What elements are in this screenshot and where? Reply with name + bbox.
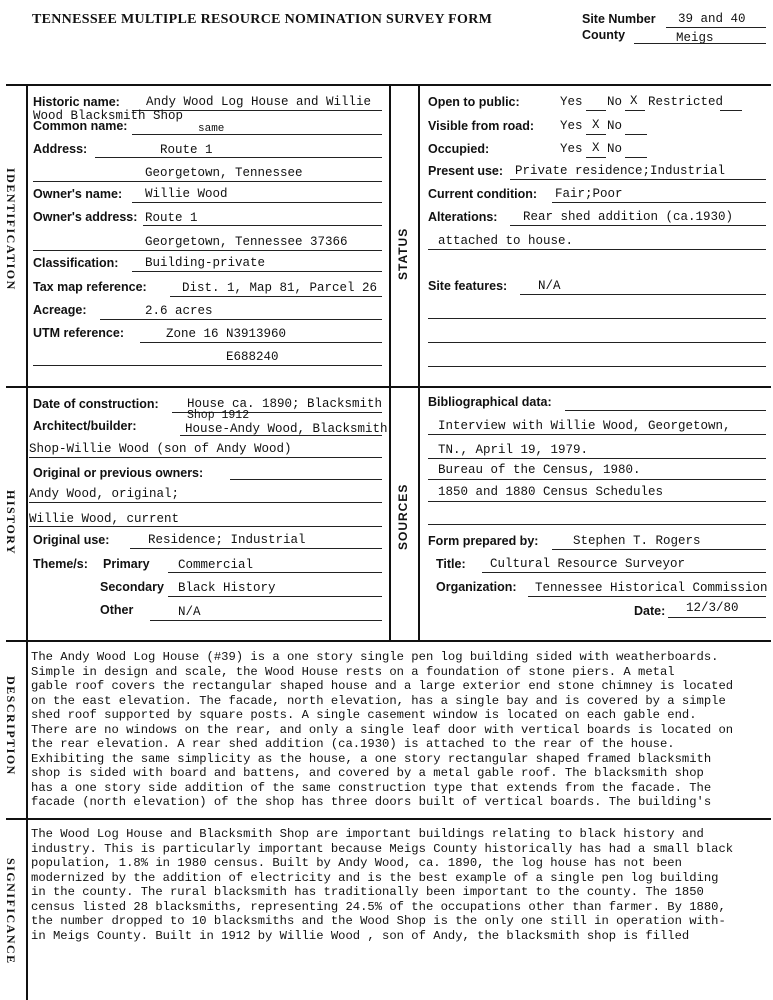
utm-label: UTM reference: [33, 326, 124, 340]
historic-name-value: Andy Wood Log House and Willie [146, 95, 372, 109]
alterations-value-1: Rear shed addition (ca.1930) [523, 210, 734, 224]
open-public-label: Open to public: [428, 95, 520, 109]
open-yes: Yes [560, 95, 583, 109]
status-side-label: STATUS [396, 227, 410, 280]
significance-line: modernized by the addition of electricity and is the best example of a single pen log building [31, 870, 719, 885]
description-side-label: DESCRIPTION [4, 676, 18, 776]
owner-name-value: Willie Wood [145, 187, 228, 201]
significance-line: population, 1.8% in 1980 census. Built by Andy Wood, ca. 1890, the log house has not been [31, 856, 682, 870]
address-label: Address: [33, 142, 88, 156]
original-use-label: Original use: [33, 533, 110, 547]
owner-address-line-1: Route 1 [145, 211, 198, 225]
bibliography-line-1: Interview with Willie Wood, Georgetown, [438, 419, 731, 433]
date-construction-value-2: Shop 1912 [187, 409, 250, 422]
utm-value-1: Zone 16 N3913960 [166, 327, 287, 341]
historic-name-value-2: Wood Blacksmith Shop [33, 109, 184, 123]
previous-owners-value-2: Willie Wood, current [29, 512, 180, 526]
bibliography-line-2: TN., April 19, 1979. [438, 443, 589, 457]
site-features-label: Site features: [428, 279, 508, 293]
classification-label: Classification: [33, 256, 119, 270]
organization-value: Tennessee Historical Commission [535, 581, 768, 595]
owner-name-label: Owner's name: [33, 187, 123, 201]
title-value: Cultural Resource Surveyor [490, 557, 686, 571]
organization-label: Organization: [436, 580, 517, 594]
identification-side-label: IDENTIFICATION [4, 168, 18, 291]
themes-label: Theme/s: [33, 557, 88, 571]
address-line-1: Route 1 [160, 143, 213, 157]
form-title: TENNESSEE MULTIPLE RESOURCE NOMINATION SURVEY FORM [32, 12, 493, 27]
description-line: the rear elevation. A rear shed addition (ca.1930) is attached to the rear of the house. [31, 737, 675, 751]
acreage-value: 2.6 acres [145, 304, 213, 318]
site-number-label: Site Number [582, 12, 656, 26]
primary-label: Primary [103, 557, 150, 571]
sources-side-label: SOURCES [396, 483, 410, 550]
secondary-label: Secondary [100, 580, 164, 594]
significance-line: in the county. The rural blacksmith has traditionally been important to the county. The 1850 [31, 885, 704, 899]
open-no: No [607, 95, 623, 109]
title-label: Title: [436, 557, 466, 571]
description-line: gable roof covers the rectangular shaped house and a large exterior end stone chimney is located [31, 679, 734, 693]
owner-address-line-2: Georgetown, Tennessee 37366 [145, 235, 348, 249]
significance-line: The Wood Log House and Blacksmith Shop are important buildings relating to black history and [31, 827, 704, 841]
county-label: County [582, 28, 626, 42]
acreage-label: Acreage: [33, 303, 87, 317]
description-line: has a one story side addition of the same construction type that extends from the facade. The [31, 780, 712, 795]
historic-name-label: Historic name: [33, 95, 120, 109]
prepared-by-value: Stephen T. Rogers [573, 534, 701, 548]
visible-road-label: Visible from road: [428, 119, 535, 133]
previous-owners-value-1: Andy Wood, original; [29, 487, 180, 501]
tax-map-label: Tax map reference: [33, 280, 147, 294]
open-restricted: Restricted [648, 95, 724, 109]
owner-address-label: Owner's address: [33, 210, 138, 224]
occupied-no: No [607, 142, 623, 156]
date-construction-label: Date of construction: [33, 397, 159, 411]
open-mark: X [630, 94, 638, 108]
alterations-label: Alterations: [428, 210, 498, 224]
significance-side-label: SIGNIFICANCE [4, 858, 18, 965]
description-line: Simple in design and scale, the Wood House rests on a foundation of stone piers. A metal [31, 664, 675, 679]
description-line: Exhibiting the same simplicity as the house, a one story rectangular shaped framed blacksmith [31, 751, 712, 766]
description-line: There are no windows on the rear, and only a single leaf door with vertical boards is located on [31, 722, 734, 737]
county-value: Meigs [676, 31, 714, 45]
other-label: Other [100, 603, 134, 617]
significance-line: the number dropped to 10 blacksmiths and the Wood Shop is the only one still in operation with- [31, 914, 726, 928]
significance-line: census listed 28 blacksmiths, representing 24.5% of the occupations other than farmer. By 1880, [31, 899, 726, 914]
description-line: facade (north elevation) of the shop has three doors built of vertical boards. The building's [31, 795, 712, 809]
description-line: shop is sided with board and battens, and covered by a metal gable roof. The blacksmith shop [31, 766, 704, 780]
date-value: 12/3/80 [686, 601, 739, 615]
other-value: N/A [178, 605, 201, 619]
date-construction-value-1: House ca. 1890; Blacksmith [187, 397, 383, 411]
significance-line: industry. This is particularly important because Meigs County historically has had a small black [31, 841, 734, 856]
previous-owners-label: Original or previous owners: [33, 466, 204, 480]
bibliography-line-4: 1850 and 1880 Census Schedules [438, 485, 664, 499]
primary-value: Commercial [178, 558, 254, 572]
original-use-value: Residence; Industrial [148, 533, 306, 547]
history-side-label: HISTORY [4, 490, 18, 556]
visible-no: No [607, 119, 623, 133]
present-use-value: Private residence;Industrial [515, 164, 726, 178]
visible-mark: X [592, 118, 600, 132]
occupied-yes: Yes [560, 142, 583, 156]
classification-value: Building-private [145, 256, 266, 270]
architect-value-2: Shop-Willie Wood (son of Andy Wood) [29, 442, 292, 456]
bibliography-label: Bibliographical data: [428, 395, 552, 409]
significance-line: in Meigs County. Built in 1912 by Willie Wood , son of Andy, the blacksmith shop is filled [31, 928, 690, 943]
address-line-2: Georgetown, Tennessee [145, 166, 303, 180]
common-name-value: same [198, 123, 225, 135]
date-label: Date: [634, 604, 666, 618]
description-text [31, 650, 771, 810]
condition-value: Fair;Poor [555, 187, 623, 201]
secondary-value: Black History [178, 581, 276, 595]
description-line: The Andy Wood Log House (#39) is a one story single pen log building sided with weatherboards. [31, 650, 719, 664]
architect-label: Architect/builder: [33, 419, 137, 433]
occupied-label: Occupied: [428, 142, 490, 156]
prepared-by-label: Form prepared by: [428, 534, 539, 548]
site-number-value: 39 and 40 [678, 12, 746, 26]
visible-yes: Yes [560, 119, 583, 133]
tax-map-value: Dist. 1, Map 81, Parcel 26 [182, 281, 378, 295]
description-line: shed roof supported by square posts. A single casement window is located on each gable end. [31, 708, 697, 722]
significance-text [31, 827, 771, 943]
architect-value-1: House-Andy Wood, Blacksmith [185, 422, 388, 436]
occupied-mark: X [592, 141, 600, 155]
site-features-value: N/A [538, 279, 561, 293]
alterations-value-2: attached to house. [438, 234, 574, 248]
description-line: on the east elevation. The facade, north elevation, has a single bay and is covered by a simple [31, 693, 726, 708]
present-use-label: Present use: [428, 164, 504, 178]
condition-label: Current condition: [428, 187, 538, 201]
utm-value-2: E688240 [226, 350, 279, 364]
common-name-label: Common name: [33, 119, 128, 133]
bibliography-line-3: Bureau of the Census, 1980. [438, 463, 641, 477]
